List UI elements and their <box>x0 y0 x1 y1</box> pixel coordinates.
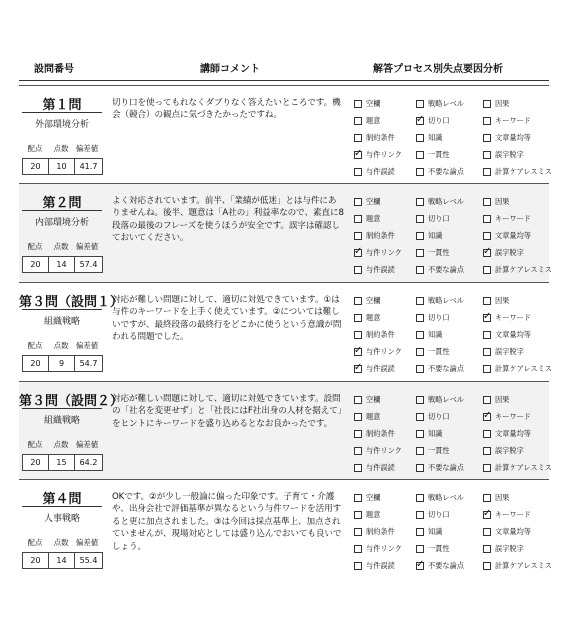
checkbox[interactable] <box>483 528 491 536</box>
checklist-label: 誤字脱字 <box>495 150 524 160</box>
checklist-label: キーワード <box>495 313 531 323</box>
checklist-label: 知識 <box>428 429 443 439</box>
checklist-label: 計算ケアレスミス <box>495 561 552 571</box>
checkbox[interactable] <box>416 430 424 438</box>
checklist-label: 因果 <box>495 99 510 108</box>
loss-checklist <box>354 196 552 276</box>
checked-checkbox[interactable] <box>416 562 424 570</box>
checkbox[interactable] <box>354 314 362 322</box>
checkbox[interactable] <box>416 396 424 404</box>
checkbox[interactable] <box>416 365 424 373</box>
checklist-item[interactable] <box>483 560 552 572</box>
checklist-label: 知識 <box>428 133 443 143</box>
checklist-item[interactable] <box>416 492 483 504</box>
score-table <box>22 454 103 471</box>
question-block <box>19 381 552 480</box>
score-value: 20 <box>23 356 49 371</box>
checklist-label: 与件誤読 <box>366 561 395 571</box>
checklist-item[interactable] <box>354 346 416 358</box>
checklist-item[interactable] <box>354 98 416 110</box>
checkbox[interactable] <box>483 562 491 570</box>
score-label: 点数 <box>53 440 69 449</box>
checkbox[interactable] <box>483 464 491 472</box>
score-label: 点数 <box>53 242 69 251</box>
score-value: 14 <box>49 257 75 272</box>
checklist-label: キーワード <box>495 510 531 520</box>
question-title: 第３問（設問１） <box>19 295 124 310</box>
checklist-item[interactable] <box>354 115 416 127</box>
checklist-label: 計算ケアレスミス <box>495 265 552 275</box>
loss-checklist <box>354 98 552 178</box>
checklist-label: 切り口 <box>428 412 450 422</box>
checked-checkbox[interactable] <box>354 151 362 159</box>
checklist-label: 切り口 <box>428 510 450 520</box>
checkbox[interactable] <box>483 232 491 240</box>
checklist-label: 与件誤読 <box>366 463 395 473</box>
checklist-item[interactable] <box>416 394 483 406</box>
checklist-label: 文章量均等 <box>495 527 531 537</box>
question-title: 第３問（設問２） <box>19 394 124 409</box>
checkbox[interactable] <box>483 365 491 373</box>
checkbox[interactable] <box>483 331 491 339</box>
checklist-item[interactable] <box>354 247 416 259</box>
checkbox[interactable] <box>483 545 491 553</box>
checklist-item[interactable] <box>483 526 543 538</box>
checklist-item[interactable] <box>416 132 483 144</box>
checklist-item[interactable] <box>483 295 543 307</box>
checklist-label: 一貫性 <box>428 544 450 554</box>
checklist-label: 一貫性 <box>428 150 450 160</box>
checklist-label: 一貫性 <box>428 347 450 357</box>
checkbox[interactable] <box>354 511 362 519</box>
checklist-label: キーワード <box>495 412 531 422</box>
checklist-item[interactable] <box>416 329 483 341</box>
checklist-item[interactable] <box>354 509 416 521</box>
score-value: 10 <box>49 159 75 174</box>
checklist-label: 誤字脱字 <box>495 347 524 357</box>
checklist-item[interactable] <box>483 363 552 375</box>
checkbox[interactable] <box>483 348 491 356</box>
score-table <box>22 256 103 273</box>
checklist-item[interactable] <box>354 149 416 161</box>
checkbox[interactable] <box>416 413 424 421</box>
score-value: 41.7 <box>79 162 98 171</box>
checklist-item[interactable] <box>483 166 552 178</box>
checklist-label: 誤字脱字 <box>495 544 524 554</box>
checklist-item[interactable] <box>483 428 543 440</box>
checklist-item[interactable] <box>354 363 416 375</box>
checklist-label: 不要な論点 <box>428 167 464 177</box>
checkbox[interactable] <box>354 232 362 240</box>
checkbox[interactable] <box>354 331 362 339</box>
checkbox[interactable] <box>483 117 491 125</box>
score-label: 偏差値 <box>75 144 99 153</box>
instructor-comment: OKです。②が少し一般論に偏った印象です。子育て・介護や、出身会社で評価基準が異なるという与件ワードを活用すると更に加点されました。③は今回は採点基準上、加点されていませんが、現場対応としては盛り込んでおいても良いでしょう。 <box>112 492 342 552</box>
checklist-label: 与件誤読 <box>366 265 395 275</box>
checklist-label: 不要な論点 <box>428 364 464 374</box>
checkbox[interactable] <box>354 464 362 472</box>
checkbox[interactable] <box>354 447 362 455</box>
checklist-item[interactable] <box>483 462 552 474</box>
score-label: 配点 <box>27 341 43 350</box>
checklist-label: 文章量均等 <box>495 330 531 340</box>
score-label: 点数 <box>53 538 69 547</box>
checklist-label: 戦略レベル <box>428 493 464 502</box>
checkbox[interactable] <box>416 100 424 108</box>
checkbox[interactable] <box>354 266 362 274</box>
checklist-item[interactable] <box>483 247 543 259</box>
checklist-label: 与件誤読 <box>366 364 395 374</box>
instructor-comment: よく対応されています。前半、「業績が低迷」とは与件にありませんね。後半、題意は「A社の」利益率なので、素直に8段落の最後のフレーズを使うほうが安全です。誤字は確認しておいてください。 <box>112 196 344 244</box>
score-label: 偏差値 <box>75 242 99 251</box>
score-label: 配点 <box>27 144 43 153</box>
question-title-underline <box>22 309 102 310</box>
checklist-label: 不要な論点 <box>428 463 464 473</box>
checklist-item[interactable] <box>416 247 483 259</box>
checkbox[interactable] <box>416 266 424 274</box>
loss-checklist <box>354 394 552 474</box>
checklist-label: 与件リンク <box>366 248 402 258</box>
checklist-label: 不要な論点 <box>428 265 464 275</box>
checked-checkbox[interactable] <box>416 117 424 125</box>
checkbox[interactable] <box>483 100 491 108</box>
checkbox[interactable] <box>483 447 491 455</box>
checklist-label: 戦略レベル <box>428 296 464 305</box>
checkbox[interactable] <box>483 297 491 305</box>
checklist-item[interactable] <box>483 329 543 341</box>
checklist-item[interactable] <box>354 295 416 307</box>
checkbox[interactable] <box>483 266 491 274</box>
checklist-item[interactable] <box>483 213 543 225</box>
checklist-label: 制約条件 <box>366 527 395 537</box>
score-value: 20 <box>23 455 49 470</box>
question-title-underline <box>22 506 102 507</box>
checklist-item[interactable] <box>416 196 483 208</box>
checklist-item[interactable] <box>483 149 543 161</box>
checklist-item[interactable] <box>483 230 543 242</box>
checklist-item[interactable] <box>416 213 483 225</box>
checklist-label: 戦略レベル <box>428 395 464 404</box>
checklist-item[interactable] <box>483 98 543 110</box>
checklist-label: 与件リンク <box>366 544 402 554</box>
score-label: 偏差値 <box>75 538 99 547</box>
question-title: 第１問 <box>42 98 82 113</box>
question-topic: 外部環境分析 <box>34 120 89 130</box>
checkbox[interactable] <box>354 545 362 553</box>
checklist-label: 制約条件 <box>366 231 395 241</box>
header-question-number: 設問番号 <box>34 64 74 75</box>
question-topic: 組織戦略 <box>43 416 80 426</box>
score-label: 偏差値 <box>75 341 99 350</box>
header-loss-analysis: 解答プロセス別失点要因分析 <box>373 64 503 75</box>
checkbox[interactable] <box>416 134 424 142</box>
checklist-item[interactable] <box>354 411 416 423</box>
checkbox[interactable] <box>416 331 424 339</box>
checklist-label: 与件リンク <box>366 150 402 160</box>
score-value: 20 <box>23 257 49 272</box>
score-value: 20 <box>23 159 49 174</box>
checkbox[interactable] <box>416 348 424 356</box>
checklist-label: 計算ケアレスミス <box>495 463 552 473</box>
checklist-item[interactable] <box>416 312 483 324</box>
checkbox[interactable] <box>416 151 424 159</box>
checklist-item[interactable] <box>354 230 416 242</box>
checklist-item[interactable] <box>416 445 483 457</box>
checklist-item[interactable] <box>483 445 543 457</box>
checklist-item[interactable] <box>483 264 552 276</box>
question-title-underline <box>22 408 102 409</box>
checklist-item[interactable] <box>354 132 416 144</box>
checkbox[interactable] <box>354 396 362 404</box>
checkbox[interactable] <box>354 168 362 176</box>
checklist-item[interactable] <box>483 543 543 555</box>
checked-checkbox[interactable] <box>354 249 362 257</box>
question-block <box>19 479 552 580</box>
checkbox[interactable] <box>483 215 491 223</box>
question-topic: 内部環境分析 <box>34 218 89 228</box>
checkbox[interactable] <box>416 198 424 206</box>
checklist-item[interactable] <box>416 543 483 555</box>
checklist-item[interactable] <box>416 411 483 423</box>
checkbox[interactable] <box>483 151 491 159</box>
checklist-label: 制約条件 <box>366 133 395 143</box>
checklist-label: 因果 <box>495 395 510 404</box>
checklist-label: 文章量均等 <box>495 231 531 241</box>
instructor-comment: 対応が難しい問題に対して、適切に対処できています。①は与件のキーワードを上手く使えています。②については難しいですが、最終段落の最終行をどこかに使うという意識が問われる問題でした。 <box>112 295 342 343</box>
checkbox[interactable] <box>354 100 362 108</box>
question-topic: 組織戦略 <box>43 317 80 327</box>
checklist-item[interactable] <box>483 394 543 406</box>
checklist-label: 空欄 <box>366 197 381 206</box>
checkbox[interactable] <box>354 528 362 536</box>
checkbox[interactable] <box>416 297 424 305</box>
loss-checklist <box>354 295 552 375</box>
checked-checkbox[interactable] <box>354 365 362 373</box>
checkbox[interactable] <box>416 545 424 553</box>
checklist-item[interactable] <box>354 560 416 572</box>
checklist-label: 一貫性 <box>428 446 450 456</box>
question-block <box>19 85 552 184</box>
checklist-item[interactable] <box>354 213 416 225</box>
checklist-label: 空欄 <box>366 395 381 404</box>
checklist-label: 因果 <box>495 296 510 305</box>
checklist-label: 題意 <box>366 214 381 224</box>
checklist-label: 空欄 <box>366 99 381 108</box>
score-value: 9 <box>49 356 75 371</box>
checklist-item[interactable] <box>416 149 483 161</box>
checklist-item[interactable] <box>416 115 483 127</box>
checklist-item[interactable] <box>416 560 483 572</box>
checklist-label: 文章量均等 <box>495 429 531 439</box>
checklist-label: 題意 <box>366 510 381 520</box>
score-value: 54.7 <box>79 359 98 368</box>
score-value: 15 <box>49 455 75 470</box>
checklist-item[interactable] <box>416 526 483 538</box>
checkbox[interactable] <box>416 447 424 455</box>
checklist-label: 与件リンク <box>366 446 402 456</box>
checklist-label: 不要な論点 <box>428 561 464 571</box>
score-label: 点数 <box>53 144 69 153</box>
checklist-label: 空欄 <box>366 296 381 305</box>
checklist-item[interactable] <box>354 329 416 341</box>
checklist-item[interactable] <box>483 196 543 208</box>
checklist-item[interactable] <box>354 526 416 538</box>
instructor-comment: 対応が難しい問題に対して、適切に対処できています。設問の「社名を変更せず」と「社長にはF社出身の人材を据えて」をヒントにキーワードを盛り込めるとなお良かったです。 <box>112 394 342 429</box>
checkbox[interactable] <box>354 562 362 570</box>
checkbox[interactable] <box>354 297 362 305</box>
checklist-label: 知識 <box>428 330 443 340</box>
checklist-label: 題意 <box>366 412 381 422</box>
checkbox[interactable] <box>354 215 362 223</box>
checklist-label: キーワード <box>495 214 531 224</box>
question-block <box>19 183 552 283</box>
checklist-item[interactable] <box>416 230 483 242</box>
checklist-item[interactable] <box>354 543 416 555</box>
score-value: 14 <box>49 553 75 568</box>
score-value: 57.4 <box>79 260 98 269</box>
checkbox[interactable] <box>416 232 424 240</box>
checklist-item[interactable] <box>483 509 543 521</box>
checklist-item[interactable] <box>416 462 483 474</box>
checklist-item[interactable] <box>416 295 483 307</box>
checklist-item[interactable] <box>354 428 416 440</box>
checklist-label: 題意 <box>366 116 381 126</box>
checklist-item[interactable] <box>416 428 483 440</box>
score-label: 配点 <box>27 440 43 449</box>
checklist-item[interactable] <box>354 166 416 178</box>
checkbox[interactable] <box>416 511 424 519</box>
checklist-label: 題意 <box>366 313 381 323</box>
score-table <box>22 158 103 175</box>
checklist-item[interactable] <box>483 312 543 324</box>
checkbox[interactable] <box>354 198 362 206</box>
checklist-item[interactable] <box>354 492 416 504</box>
checklist-item[interactable] <box>354 445 416 457</box>
checkbox[interactable] <box>483 134 491 142</box>
checklist-label: 戦略レベル <box>428 99 464 108</box>
checklist-item[interactable] <box>354 312 416 324</box>
checklist-item[interactable] <box>416 98 483 110</box>
checkbox[interactable] <box>483 494 491 502</box>
header-instructor-comment: 講師コメント <box>200 64 260 75</box>
checkbox[interactable] <box>416 249 424 257</box>
checklist-label: 与件誤読 <box>366 167 395 177</box>
checklist-item[interactable] <box>416 346 483 358</box>
checklist-label: 因果 <box>495 493 510 502</box>
checklist-item[interactable] <box>354 264 416 276</box>
checklist-label: 誤字脱字 <box>495 446 524 456</box>
checklist-item[interactable] <box>354 394 416 406</box>
score-value: 55.4 <box>79 556 98 565</box>
header-divider <box>19 80 549 81</box>
checklist-item[interactable] <box>483 411 543 423</box>
checklist-label: 制約条件 <box>366 429 395 439</box>
checklist-label: 切り口 <box>428 116 450 126</box>
score-value: 64.2 <box>79 458 98 467</box>
checklist-label: 文章量均等 <box>495 133 531 143</box>
question-block <box>19 282 552 382</box>
checklist-label: 与件リンク <box>366 347 402 357</box>
checked-checkbox[interactable] <box>483 249 491 257</box>
checklist-label: 誤字脱字 <box>495 248 524 258</box>
checklist-item[interactable] <box>416 264 483 276</box>
question-topic: 人事戦略 <box>43 514 80 524</box>
instructor-comment: 切り口を使ってもれなくダブりなく答えたいところです。機会（競合）の観点に気づきたかったですね。 <box>112 98 341 121</box>
checklist-label: 戦略レベル <box>428 197 464 206</box>
checkbox[interactable] <box>416 168 424 176</box>
checkbox[interactable] <box>416 528 424 536</box>
question-title-underline <box>22 112 102 113</box>
checklist-item[interactable] <box>483 492 543 504</box>
checklist-label: 計算ケアレスミス <box>495 364 552 374</box>
question-title-underline <box>22 210 102 211</box>
checkbox[interactable] <box>416 494 424 502</box>
checklist-label: 切り口 <box>428 214 450 224</box>
checklist-item[interactable] <box>416 509 483 521</box>
checklist-item[interactable] <box>416 166 483 178</box>
score-label: 偏差値 <box>75 440 99 449</box>
checklist-label: 因果 <box>495 197 510 206</box>
checklist-label: 知識 <box>428 231 443 241</box>
checklist-item[interactable] <box>416 363 483 375</box>
checklist-label: 空欄 <box>366 493 381 502</box>
checkbox[interactable] <box>354 117 362 125</box>
checked-checkbox[interactable] <box>483 314 491 322</box>
checkbox[interactable] <box>483 430 491 438</box>
checklist-item[interactable] <box>354 462 416 474</box>
loss-checklist <box>354 492 552 572</box>
checklist-label: 制約条件 <box>366 330 395 340</box>
checklist-item[interactable] <box>483 132 543 144</box>
checklist-item[interactable] <box>483 346 543 358</box>
checked-checkbox[interactable] <box>483 511 491 519</box>
question-title: 第４問 <box>42 492 82 507</box>
checklist-item[interactable] <box>354 196 416 208</box>
checkbox[interactable] <box>416 314 424 322</box>
checklist-label: 切り口 <box>428 313 450 323</box>
checkbox[interactable] <box>354 430 362 438</box>
question-title: 第２問 <box>42 196 82 211</box>
checkbox[interactable] <box>483 396 491 404</box>
checklist-item[interactable] <box>483 115 543 127</box>
checkbox[interactable] <box>483 198 491 206</box>
checklist-label: 計算ケアレスミス <box>495 167 552 177</box>
checkbox[interactable] <box>354 494 362 502</box>
checkbox[interactable] <box>483 168 491 176</box>
checked-checkbox[interactable] <box>483 413 491 421</box>
checkbox[interactable] <box>354 134 362 142</box>
checklist-label: 知識 <box>428 527 443 537</box>
score-table <box>22 552 103 569</box>
score-label: 配点 <box>27 242 43 251</box>
checkbox[interactable] <box>416 464 424 472</box>
score-label: 配点 <box>27 538 43 547</box>
checked-checkbox[interactable] <box>354 348 362 356</box>
score-value: 20 <box>23 553 49 568</box>
score-table <box>22 355 103 372</box>
checklist-label: キーワード <box>495 116 531 126</box>
checkbox[interactable] <box>416 215 424 223</box>
score-label: 点数 <box>53 341 69 350</box>
checklist-label: 一貫性 <box>428 248 450 258</box>
checkbox[interactable] <box>354 413 362 421</box>
